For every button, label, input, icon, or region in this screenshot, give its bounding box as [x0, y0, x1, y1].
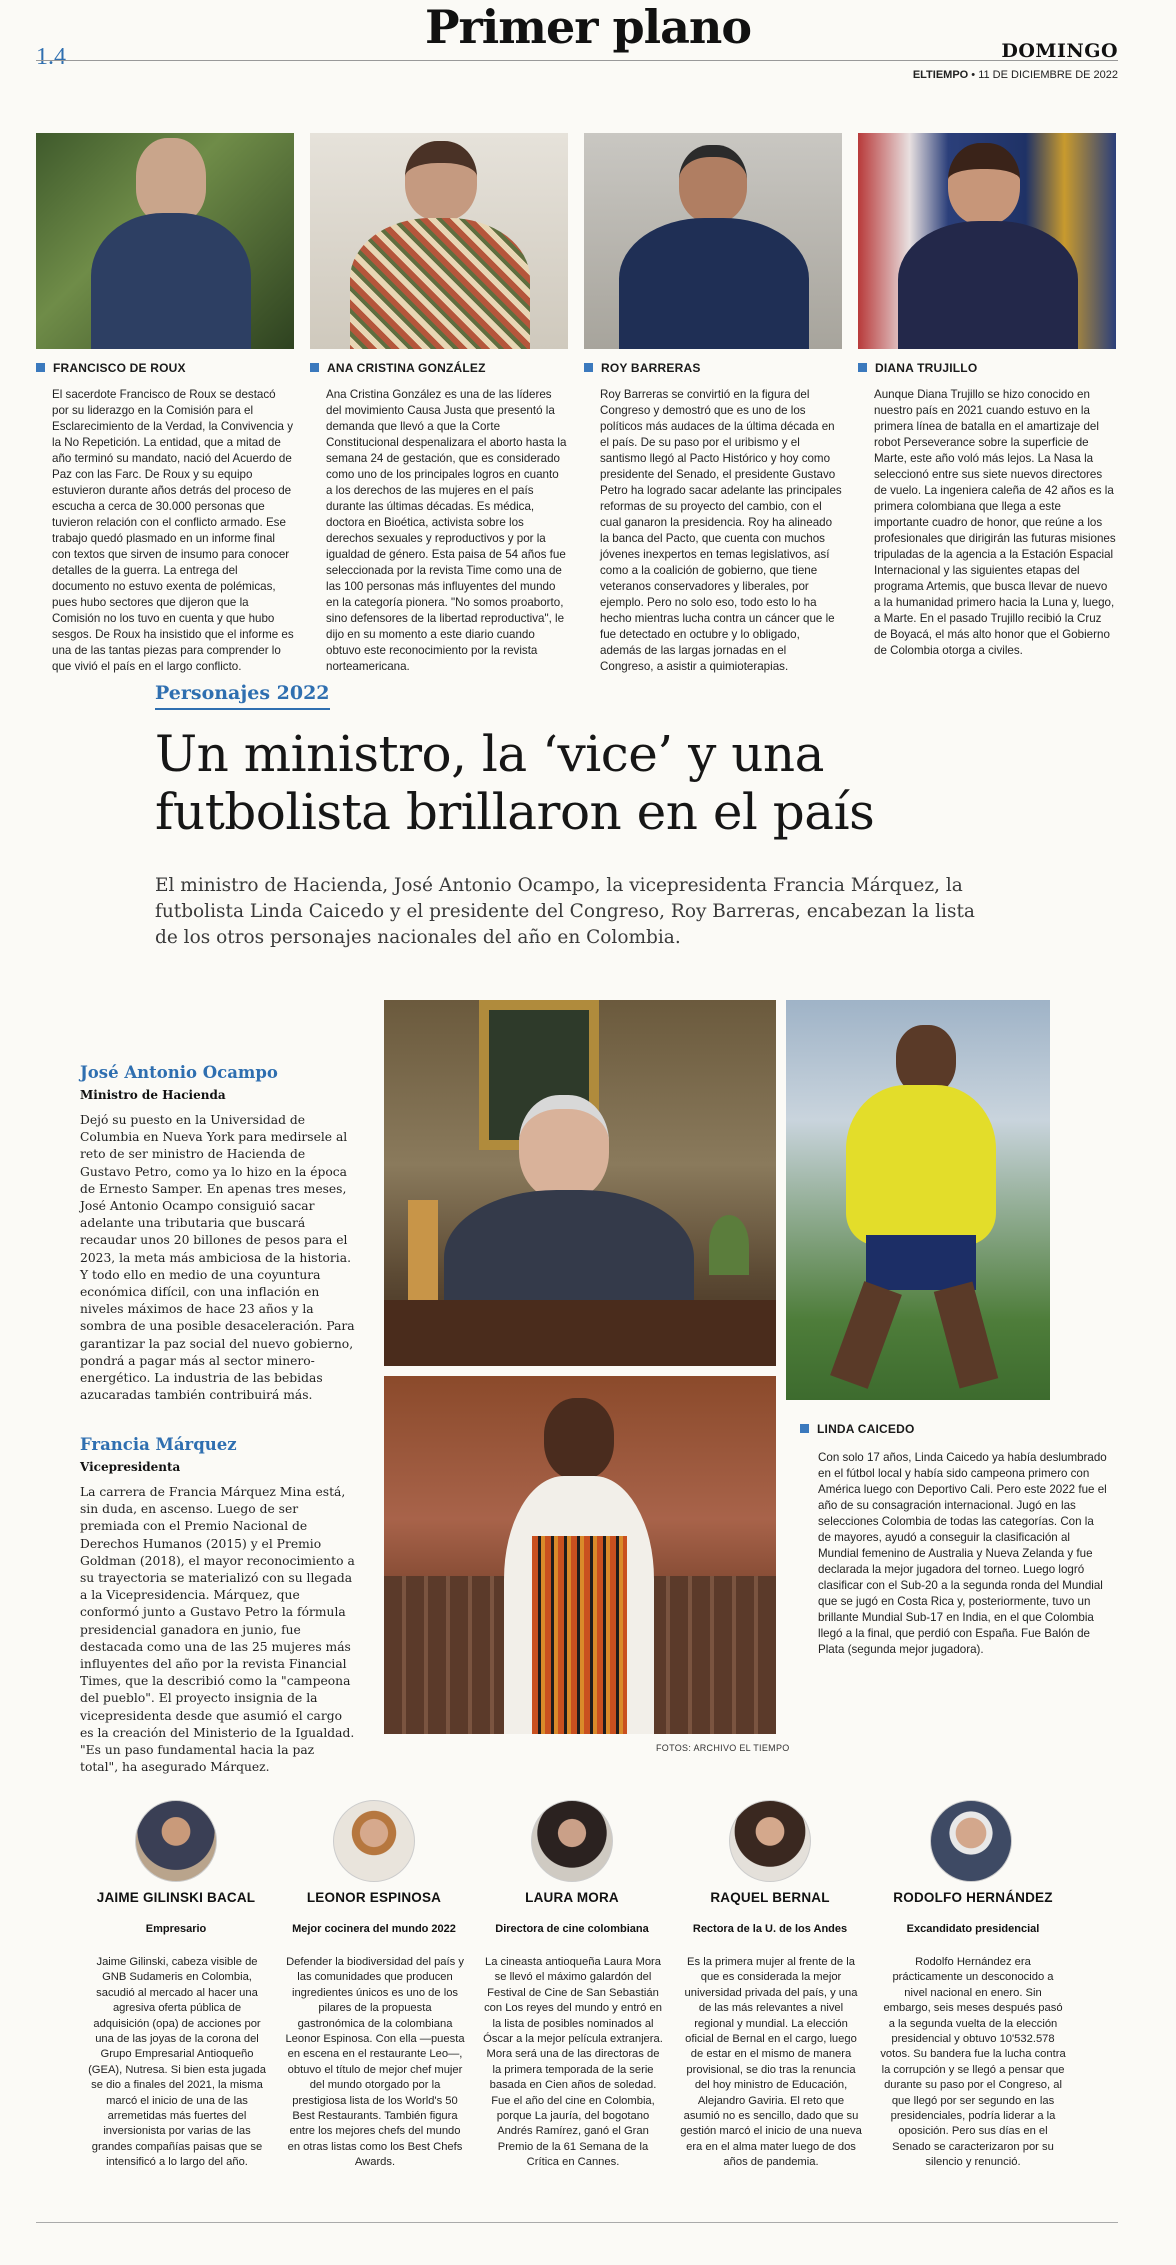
avatar-rodolfo-hernandez: [930, 1800, 1012, 1882]
section-kicker: Personajes 2022: [155, 682, 330, 710]
photo-credit: FOTOS: ARCHIVO EL TIEMPO: [656, 1743, 790, 1753]
story-role-ocampo: Ministro de Hacienda: [80, 1088, 226, 1102]
photo-diana-trujillo: [858, 133, 1116, 349]
profile-label-francisco-de-roux: [36, 361, 186, 375]
avatar-laura-mora: [531, 1800, 613, 1882]
label-square-icon: [800, 1424, 809, 1433]
avatar-leonor-espinosa: [333, 1800, 415, 1882]
profile-label-ana-cristina-gonzalez: [310, 361, 486, 375]
profile-text-laura-mora: La cineasta antioqueña Laura Mora se llevó el máximo galardón del Festival de Cine de San Sebastián con Los reyes del mundo y entró en la lista de posibles nominados al Óscar a la mejor película extranjera. Mora será una de las directoras de la primera temporada de la serie basada en Cien años de soledad. Fue el año del cine en Colombia, porque La jauría, del bogotano Andrés Ramírez, ganó el Gran Premio de la 61 Semana de la Crítica en Cannes.: [483, 1956, 663, 2169]
header-rule: [36, 60, 1118, 61]
photo-francisco-de-roux: [36, 133, 294, 349]
profile-text-rodolfo-hernandez: Rodolfo Hernández era prácticamente un desconocido a nivel nacional en enero. Sin embargo, seis meses después pasó a la segunda vuelta de la elección presidencial y obtuvo 10'532.578 votos. Su bandera fue la lucha contra la corrupción y se llegó a pensar que durante su paso por el Congreso, al que llegó por ser segundo en las presidenciales, podría liderar a la oposición. Pero sus días en el Senado se caracterizaron por su silencio y renunció.: [880, 1956, 1066, 2169]
page-number: 1.4: [36, 44, 66, 70]
photo-ana-cristina-gonzalez: [310, 133, 568, 349]
profile-text-leonor-espinosa: Defender la biodiversidad del país y las comunidades que producen ingredientes únicos es uno de los pilares de la propuesta gastronómica de la colombiana Leonor Espinosa. Con ella —puesta en escena en el restaurante Leo—, obtuvo el título de mejor chef mujer del mundo otorgado por la prestigiosa lista de los World's 50 Best Restaurants. También figura entre los mejores chefs del mundo en otras listas como los Best Chefs Awards.: [285, 1956, 465, 2169]
label-square-icon: [310, 363, 319, 372]
profile-name-jaime-gilinski: JAIME GILINSKI BACAL: [96, 1890, 256, 1905]
story-name-marquez: Francia Márquez: [80, 1435, 237, 1454]
profile-name: FRANCISCO DE ROUX: [53, 361, 186, 375]
story-role-marquez: Vicepresidenta: [80, 1460, 181, 1474]
article-deck: El ministro de Hacienda, José Antonio Ocampo, la vicepresidenta Francia Márquez, la futbolista Linda Caicedo y el presidente del Congreso, Roy Barreras, encabezan la lista de los otros personajes nacionales del año en Colombia.: [155, 875, 975, 948]
profile-label-linda-caicedo: [800, 1422, 915, 1436]
profile-text-raquel-bernal: Es la primera mujer al frente de la que es considerada la mejor universidad privada del país, y una de las más relevantes a nivel regional y mundial. La elección oficial de Bernal en el cargo, luego de estar en el mismo de manera provisional, se dio tras la renuncia del hoy ministro de Educación, Alejandro Gaviria. El reto que asumió no es sencillo, dado que su gestión marcó el inicio de una nueva era en el alma mater luego de dos años de pandemia.: [680, 1956, 862, 2169]
label-square-icon: [36, 363, 45, 372]
profile-role-laura-mora: Directora de cine colombiana: [495, 1923, 649, 1935]
profile-name-leonor-espinosa: LEONOR ESPINOSA: [306, 1890, 442, 1905]
profile-name: DIANA TRUJILLO: [875, 361, 978, 375]
profile-text-roy-barreras: Roy Barreras se convirtió en la figura del Congreso y demostró que es uno de los políticos más audaces de la última década en el país. De su paso por el uribismo y el santismo llegó al Pacto Histórico y hoy como presidente del Senado, el presidente Gustavo Petro ha logrado sacar adelante las principales reformas de su proyecto del cambio, con el cual ganaron la presidencia. Roy ha alineado la banca del Pacto, que cuenta con muchos jóvenes inexpertos en temas legislativos, así como a la coalición de gobierno, que tiene veteranos conservadores y liberales, por ejemplo. Pero no solo eso, todo esto lo ha hecho mientras lucha contra un cáncer que le fue detectado en octubre y lo obligado, además de las largas jornadas en el Congreso, a asistir a quimioterapias.: [600, 388, 842, 673]
story-name-ocampo: José Antonio Ocampo: [80, 1063, 278, 1082]
day-label: DOMINGO: [1001, 40, 1118, 62]
article-headline: Un ministro, la ‘vice’ y una futbolista brillaron en el país: [155, 725, 875, 841]
profile-role-leonor-espinosa: Mejor cocinera del mundo 2022: [292, 1923, 456, 1935]
profile-role-rodolfo-hernandez: Excandidato presidencial: [906, 1923, 1040, 1935]
profile-text-diana-trujillo: Aunque Diana Trujillo se hizo conocido en nuestro país en 2021 cuando estuvo en la primera línea de batalla en el amartizaje del robot Perseverance sobre la superficie de Marte, este año voló más lejos. La Nasa la seleccionó entre sus siete nuevos directores de vuelo. La ingeniera caleña de 42 años es la primera colombiana que llega a este importante cuadro de honor, que reúne a los profesionales que dirigirán las futuras misiones tripuladas de la agencia a la Estación Espacial Internacional y las siguientes etapas del programa Artemis, que busca llevar de nuevo a la humanidad primero hacia la Luna y, luego, a Marte. En el pasado Trujillo recibió la Cruz de Boyacá, el más alto honor que el Gobierno de Colombia otorga a civiles.: [874, 388, 1116, 657]
photo-jose-antonio-ocampo: [384, 1000, 776, 1366]
avatar-raquel-bernal: [729, 1800, 811, 1882]
profile-name: ROY BARRERAS: [601, 361, 701, 375]
profile-role-raquel-bernal: Rectora de la U. de los Andes: [692, 1923, 848, 1935]
profile-label-diana-trujillo: [858, 361, 977, 375]
section-title: Primer plano: [424, 0, 752, 54]
profile-text-ana-cristina-gonzalez: Ana Cristina González es una de las líderes del movimiento Causa Justa que presentó la demanda que llevó a que la Corte Constitucional despenalizara el aborto hasta la semana 24 de gestación, que es considerado como uno de los principales logros en cuanto a los derechos de las mujeres en el país durante las últimas décadas. Es médica, doctora en Bioética, activista sobre los derechos sexuales y reproductivos y por la igualdad de género. Esta paisa de 54 años fue seleccionada por la revista Time como una de las 100 personas más influyentes del mundo en la categoría pionera. "No somos proaborto, sino defensores de la libertad reproductiva", le dijo en su momento a este diario cuando obtuvo este reconocimiento por la revista norteamericana.: [326, 388, 567, 673]
profile-name-laura-mora: LAURA MORA: [525, 1890, 619, 1905]
profile-text-linda-caicedo: Con solo 17 años, Linda Caicedo ya había deslumbrado en el fútbol local y había sido campeona primero con América luego con Deportivo Cali. Pero este 2022 fue el año de su consagración internacional. Jugó en las selecciones Colombia de todas las categorías. Con la de mayores, ayudó a conseguir la clasificación al Mundial femenino de Australia y Nueva Zelanda y fue declarada la mejor jugadora del torneo. Luego logró clasificar con el Sub-20 a la segunda ronda del Mundial que se jugó en Costa Rica y, posteriormente, tuvo un brillante Mundial Sub-17 en India, en el que Colombia llegó a la final, que perdió con España. Fue Balón de Plata (segunda mejor jugadora).: [818, 1451, 1107, 1656]
label-square-icon: [584, 363, 593, 372]
profile-label-roy-barreras: [584, 361, 701, 375]
photo-francia-marquez: [384, 1376, 776, 1734]
profile-name: LINDA CAICEDO: [817, 1422, 915, 1436]
avatar-jaime-gilinski: [135, 1800, 217, 1882]
profile-text-jaime-gilinski: Jaime Gilinski, cabeza visible de GNB Sudameris en Colombia, sacudió al mercado al hacer una agresiva oferta pública de adquisición (opa) de acciones por una de las joyas de la corona del Grupo Empresarial Antioqueño (GEA), Nutresa. Si bien esta jugada se dio a finales del 2021, la misma marcó el inicio de una de las arremetidas más fuertes del inversionista por varias de las grandes compañías paisas que se intensificó a lo largo del año.: [88, 1956, 266, 2169]
paper-date: • 11 DE DICIEMBRE DE 2022: [971, 69, 1118, 81]
profile-text-francisco-de-roux: El sacerdote Francisco de Roux se destacó por su liderazgo en la Comisión para el Esclarecimiento de la Verdad, la Convivencia y la No Repetición. La entidad, que a mitad de año terminó su mandato, nació del Acuerdo de Paz con las Farc. De Roux y su equipo estuvieron durante años detrás del proceso de escucha a cerca de 30.000 personas que tuvieron relación con el conflicto armado. Ese trabajo quedó plasmado en un informe final con textos que sirven de insumo para conocer detalles de la guerra. La entrega del documento no estuvo exenta de polémicas, pues hubo sectores que dijeron que la Comisión no los tuvo en cuenta y que hubo sesgos. De Roux ha insistido que el informe es una de las tantas piezas para comprender lo que vivió el país en el largo conflicto.: [52, 388, 294, 673]
profile-role-jaime-gilinski: Empresario: [145, 1923, 207, 1935]
profile-name: ANA CRISTINA GONZÁLEZ: [327, 361, 486, 375]
footer-rule: [36, 2222, 1118, 2223]
label-square-icon: [858, 363, 867, 372]
paper-date-line: [913, 69, 1118, 81]
story-text-marquez: La carrera de Francia Márquez Mina está, sin duda, en ascenso. Luego de ser premiada con el Premio Nacional de Derechos Humanos (2015) y el Premio Goldman (2018), el mayor reconocimiento a su trayectoria se materializó con su llegada a la Vicepresidencia. Márquez, que conformó junto a Gustavo Petro la fórmula presidencial ganadora en junio, fue destacada como una de las 25 mujeres más influyentes del año por la revista Financial Times, que la describió como la "campeona del pueblo". El proyecto insignia de la vicepresidenta desde que asumió el cargo es la creación del Ministerio de la Igualdad. "Es un paso fundamental hacia la paz total", ha asegurado Márquez.: [80, 1485, 355, 1775]
paper-name: ELTIEMPO: [912, 69, 969, 81]
profile-name-rodolfo-hernandez: RODOLFO HERNÁNDEZ: [893, 1890, 1053, 1905]
profile-name-raquel-bernal: RAQUEL BERNAL: [710, 1890, 830, 1905]
photo-linda-caicedo: [786, 1000, 1050, 1400]
story-text-ocampo: Dejó su puesto en la Universidad de Columbia en Nueva York para medirsele al reto de ser ministro de Hacienda de Gustavo Petro, como ya lo hizo en la época de Ernesto Samper. En apenas tres meses, José Antonio Ocampo consiguió sacar adelante una tributaria que buscará recaudar unos 20 billones de pesos para el 2023, la meta más ambiciosa de la historia. Y todo ello en medio de una coyuntura económica difícil, con una inflación en niveles máximos de hace 23 años y la sombra de una posible desaceleración. Para garantizar la paz social del nuevo gobierno, pondrá a pagar más al sector minero-energético. La industria de las bebidas azucaradas también contribuirá más.: [80, 1113, 355, 1403]
photo-roy-barreras: [584, 133, 842, 349]
